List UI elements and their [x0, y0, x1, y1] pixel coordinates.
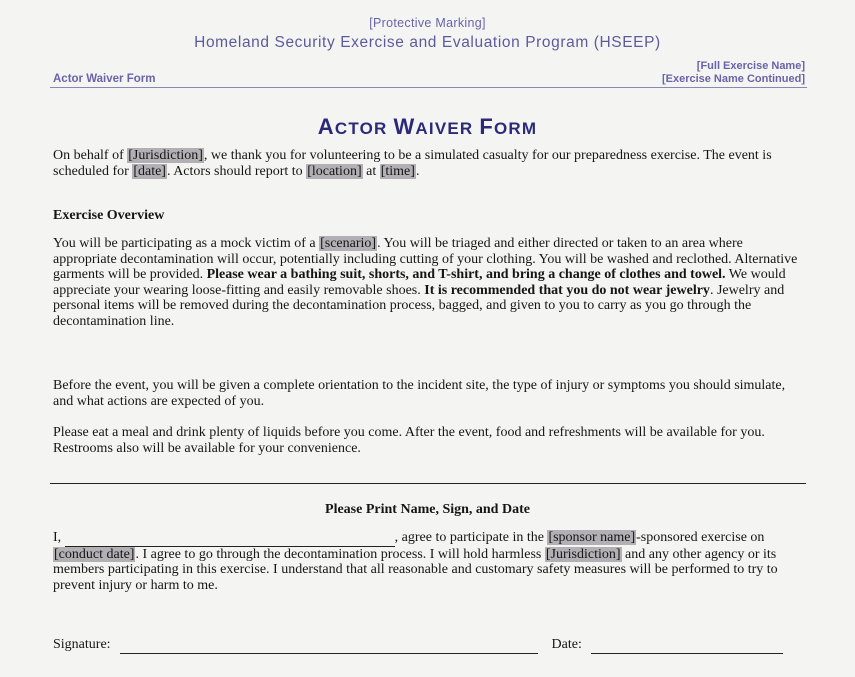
conduct-date-placeholder: [conduct date] — [54, 546, 135, 562]
exercise-name: [Full Exercise Name] — [696, 60, 805, 72]
location-placeholder: [location] — [307, 163, 362, 179]
overview-heading: Exercise Overview — [53, 208, 165, 223]
exercise-name-block — [662, 60, 805, 86]
date-field[interactable] — [591, 637, 783, 654]
date-placeholder: [date] — [133, 163, 166, 179]
sponsor-placeholder: [sponsor name] — [548, 530, 636, 545]
time-placeholder: [time] — [380, 163, 415, 179]
signature-field[interactable] — [120, 637, 538, 654]
sign-heading: Please Print Name, Sign, and Date — [325, 502, 530, 517]
page-title: ACTOR WAIVER FORM — [317, 114, 538, 139]
orientation-paragraph: Before the event, you will be given a complete orientation to the incident site, the type of injury or symptoms you should simulate, and what actions are expected of you. — [53, 378, 786, 409]
meal-paragraph: Please eat a meal and drink plenty of liquids before you come. After the event, food and refreshments will be available for you. Restrooms also will be available for your convenience. — [53, 425, 765, 456]
program-title: Homeland Security Exercise and Evaluation Program (HSEEP) — [194, 34, 661, 51]
intro-paragraph: On behalf of [Jurisdiction], we thank you for volunteering to be a simulated casualty for our preparedness exercise. The event is scheduled for [date]. Actors should report to [location] at [time]. — [53, 148, 772, 179]
overview-paragraph: You will be participating as a mock victim of a [scenario]. You will be triaged and either directed or taken to an area where appropriate decontamination will occur, potentially including cutting of your clothing. You will be washed and reclothed. Alternative garments will be provided. Please wear a bathing suit, shorts, and T-shirt, and bring a change of clothes and towel. We would appreciate your wearing loose-fitting and easily removable shoes. It is recommended that you do not wear jewelry. Jewelry and personal items will be removed during the decontamination process, bagged, and given to you to carry as you go through the decontamination line. — [53, 236, 798, 329]
signature-row — [53, 637, 813, 654]
agreement-paragraph: I, , agree to participate in the [sponsor name]-sponsored exercise on [conduct date]. I agree to go through the decontamination process. I will hold harmless [Jurisdiction] and any other agency or its members participating in this exercise. I understand that all reasonable and customary safety measures will be performed to try to prevent injury or harm to me. — [53, 530, 778, 593]
header-divider — [50, 87, 807, 88]
date-label: Date: — [551, 637, 582, 652]
form-label: Actor Waiver Form — [53, 73, 156, 85]
protective-marking: [Protective Marking] — [369, 16, 486, 30]
jurisdiction-placeholder-2: [Jurisdiction] — [545, 546, 621, 562]
scenario-placeholder: [scenario] — [320, 236, 377, 251]
section-divider — [50, 483, 806, 484]
exercise-name-continued: [Exercise Name Continued] — [661, 73, 805, 85]
name-field[interactable] — [65, 530, 395, 547]
jurisdiction-placeholder: [Jurisdiction] — [128, 148, 203, 163]
signature-label: Signature: — [53, 637, 111, 652]
